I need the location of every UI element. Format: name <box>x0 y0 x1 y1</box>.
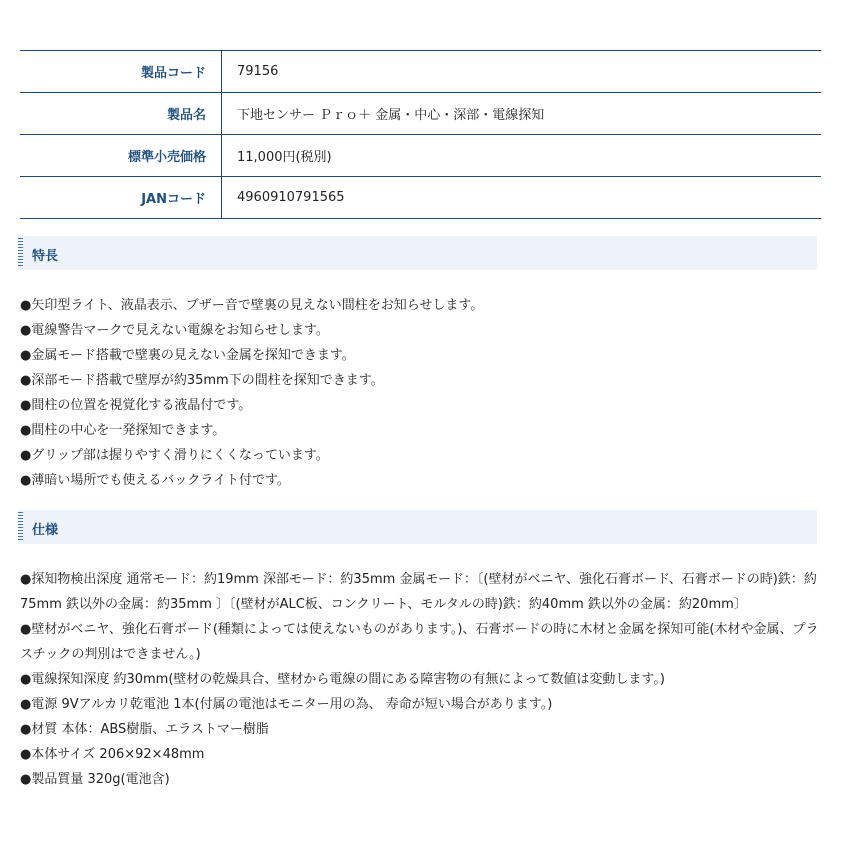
section-title: 特長 <box>32 249 59 264</box>
spec-item: ●材質 本体：ABS樹脂、エラストマー樹脂 <box>20 722 269 737</box>
feature-item: ●電線警告マークで見えない電線をお知らせします。 <box>20 323 329 338</box>
row-value: 4960910791565 <box>222 177 822 219</box>
row-label: JANコード <box>20 177 222 219</box>
row-value: 11,000円(税別) <box>222 135 822 177</box>
row-value: 下地センサー Ｐｒｏ＋ 金属・中心・深部・電線探知 <box>222 93 822 135</box>
feature-item: ●間柱の中心を一発探知できます。 <box>20 423 226 438</box>
feature-item: ●間柱の位置を視覚化する液晶付です。 <box>20 398 252 413</box>
table-row <box>20 177 821 219</box>
heading-stripe-icon <box>18 238 23 268</box>
feature-item: ●矢印型ライト、液晶表示、ブザー音で壁裏の見えない間柱をお知らせします。 <box>20 298 484 313</box>
row-label: 製品名 <box>20 93 222 135</box>
feature-item: ●グリップ部は握りやすく滑りにくくなっています。 <box>20 448 329 463</box>
row-value: 79156 <box>222 51 822 93</box>
product-info <box>20 50 821 792</box>
feature-item: ●深部モード搭載で壁厚が約35mm下の間柱を探知できます。 <box>20 373 384 388</box>
specs-list <box>20 567 821 792</box>
row-label: 標準小売価格 <box>20 135 222 177</box>
heading-stripe-icon <box>18 512 23 542</box>
spec-item: ●電線探知深度 約30mm(壁材の乾燥具合、壁材から電線の間にある障害物の有無によって数値は変動します。) <box>20 672 665 687</box>
spec-item: ●製品質量 320g(電池含) <box>20 772 170 787</box>
table-row <box>20 135 821 177</box>
spec-item: ●本体サイズ 206×92×48mm <box>20 747 205 762</box>
features-list <box>20 293 821 493</box>
spec-item: ●探知物検出深度 通常モード：約19mm 深部モード：約35mm 金属モード：〔(壁材がベニヤ、強化石膏ボード、石膏ボードの時)鉄：約75mm 鉄以外の金属：約35mm 〕〔(壁材がALC板、コンクリート、モルタルの時)鉄：約40mm 鉄以外の金属：約20mm〕 <box>20 572 817 612</box>
specs-heading <box>18 510 817 544</box>
table-row <box>20 51 821 93</box>
feature-item: ●薄暗い場所でも使えるバックライト付です。 <box>20 473 290 488</box>
spec-item: ●壁材がベニヤ、強化石膏ボード(種類によっては使えないものがあります。)、石膏ボードの時に木材と金属を探知可能(木材や金属、プラスチックの判別はできません。) <box>20 622 819 662</box>
product-table <box>20 50 821 219</box>
features-heading <box>18 236 817 270</box>
row-label: 製品コード <box>20 51 222 93</box>
feature-item: ●金属モード搭載で壁裏の見えない金属を探知できます。 <box>20 348 355 363</box>
section-title: 仕様 <box>32 523 59 538</box>
table-row <box>20 93 821 135</box>
spec-item: ●電源 9Vアルカリ乾電池 1本(付属の電池はモニター用の為、 寿命が短い場合があります。) <box>20 697 553 712</box>
